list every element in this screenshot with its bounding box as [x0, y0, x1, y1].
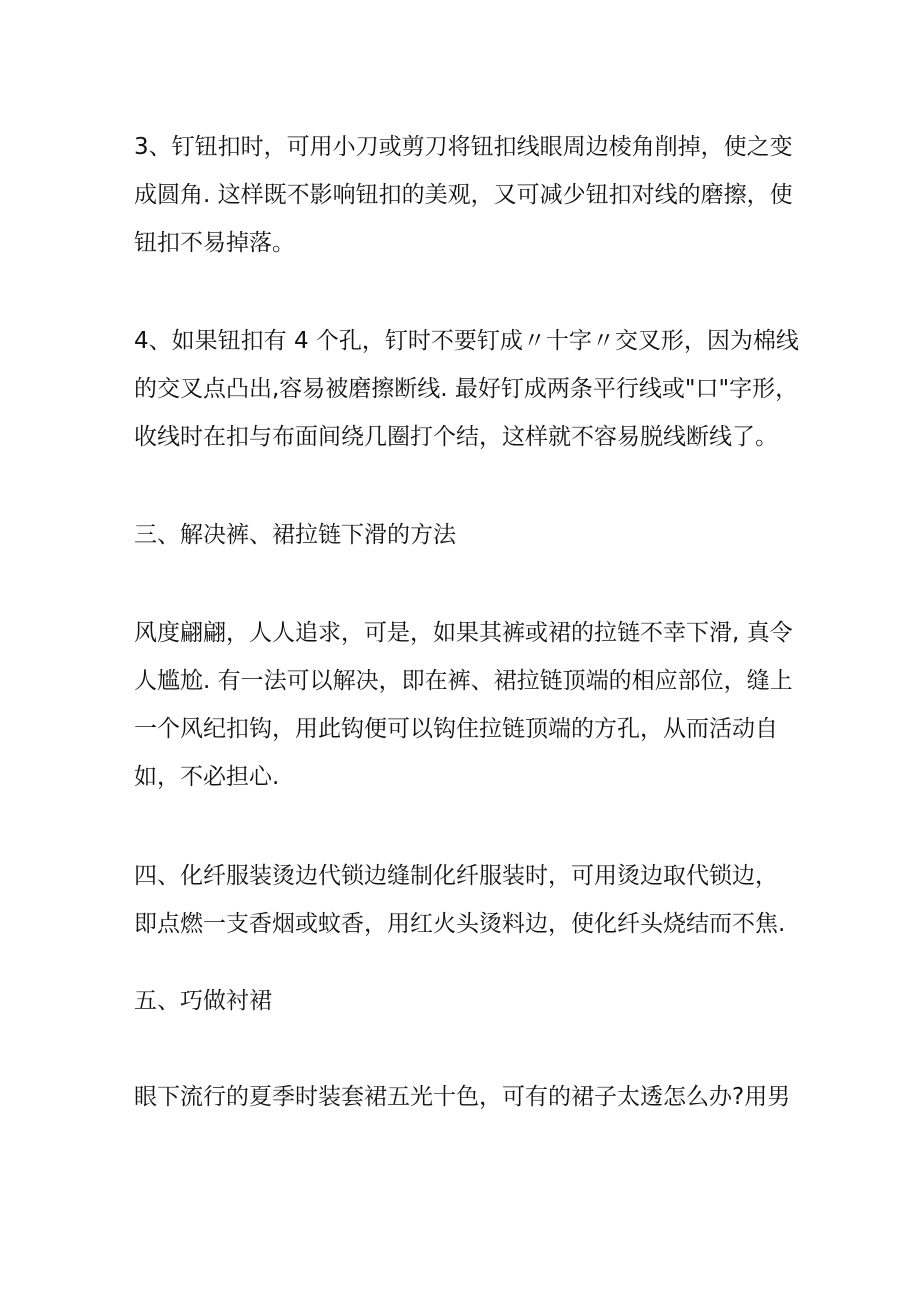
- paragraph-button-tip-1: [134, 123, 794, 267]
- section-heading-petticoat: 五、巧做衬裙: [134, 988, 272, 1014]
- text-line: 钮扣不易掉落。: [134, 230, 295, 256]
- text-line: 人尴尬. 有一法可以解决，即在裤、裙拉链顶端的相应部位，缝上: [134, 668, 793, 694]
- paragraph-synthetic-hem: [134, 852, 794, 948]
- text-line: 3、钉钮扣时，可用小刀或剪刀将钮扣线眼周边棱角削掉，使之变: [134, 134, 793, 160]
- section-heading-zipper: 三、解决裤、裙拉链下滑的方法: [134, 522, 456, 548]
- text-line: 风度翩翩，人人追求，可是，如果其裤或裙的拉链不幸下滑, 真令: [134, 620, 793, 646]
- text-line: 如，不必担心.: [134, 764, 280, 790]
- text-line: 一个风纪扣钩，用此钩便可以钩住拉链顶端的方孔，从而活动自: [134, 716, 778, 742]
- paragraph-zipper-tip: [134, 609, 794, 801]
- text-line: 成圆角. 这样既不影响钮扣的美观，又可减少钮扣对线的磨擦，使: [134, 182, 793, 208]
- text-line: 的交叉点凸出,容易被磨擦断线. 最好钉成两条平行线或"口"字形，: [134, 376, 799, 402]
- text-line: 即点燃一支香烟或蚊香，用红火头烫料边，使化纤头烧结而不焦.: [134, 911, 786, 937]
- text-line: 4、如果钮扣有 4 个孔，钉时不要钉成〃十字〃交叉形，因为棉线: [134, 328, 799, 354]
- text-line: 四、化纤服装烫边代锁边缝制化纤服装时，可用烫边取代锁边，: [134, 863, 778, 889]
- text-line: 眼下流行的夏季时装套裙五光十色，可有的裙子太透怎么办?用男: [134, 1084, 791, 1110]
- paragraph-button-tip-2: [134, 317, 799, 461]
- text-line: 收线时在扣与布面间绕几圈打个结，这样就不容易脱线断线了。: [134, 424, 778, 450]
- paragraph-petticoat: [134, 1073, 794, 1121]
